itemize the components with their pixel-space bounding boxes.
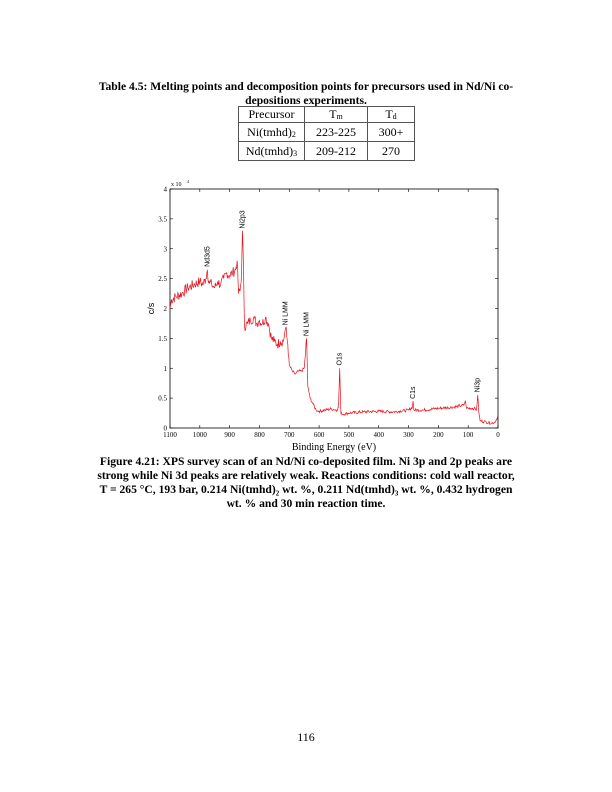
cell-td: 300+	[368, 123, 415, 142]
peak-label: Ni LMM	[303, 312, 311, 337]
y-multiplier: x 10	[171, 182, 182, 188]
cell-tm: 209-212	[305, 142, 368, 161]
table-header-row	[239, 107, 415, 123]
x-tick-label: 700	[284, 431, 295, 439]
y-tick-label: 4	[163, 185, 167, 194]
header-tm: $T_m$	[305, 107, 368, 123]
precursor-table	[238, 106, 415, 161]
spectrum-line	[170, 231, 498, 424]
x-tick-label: 500	[343, 431, 355, 439]
peak-label: Ni2p3	[239, 210, 247, 229]
plot-frame	[170, 189, 498, 428]
y-multiplier-exponent: 4	[187, 179, 189, 184]
peak-label: Ni LMM	[282, 301, 290, 326]
figure-caption: Figure 4.21: XPS survey scan of an Nd/Ni co-deposited film. Ni 3p and 2p peaks are strong while Ni 3d peaks are relatively weak. Reactions conditions: cold wall reactor, T = 265 °C, 193 bar, 0.214 Ni(tmhd)₂ wt. %, 0.211 Nd(tmhd)₃ wt. %, 0.432 hydrogen wt. % and 30 min reaction time.	[97, 455, 515, 510]
x-tick-label: 400	[373, 431, 384, 439]
table-row	[239, 142, 415, 161]
y-tick-label: 0	[163, 424, 167, 433]
y-tick-label: 2	[163, 305, 167, 313]
x-tick-label: 1000	[192, 431, 207, 439]
y-tick-label: 1	[163, 364, 167, 373]
x-tick-label: 800	[254, 431, 265, 439]
cell-tm: 223-225	[305, 123, 368, 142]
header-precursor: Precursor	[239, 107, 305, 123]
peak-label: Nd3d5	[204, 246, 212, 267]
table-row	[239, 123, 415, 142]
cell-precursor: $Nd(tmhd)_3$	[239, 142, 305, 161]
y-tick-label: 2.5	[158, 275, 167, 284]
peak-label: O1s	[336, 352, 344, 366]
y-tick-label: 1.5	[158, 334, 167, 343]
x-tick-label: 1100	[163, 431, 177, 439]
cell-td: 270	[368, 142, 415, 161]
xps-chart	[140, 172, 510, 457]
table-caption: Table 4.5: Melting points and decomposition points for precursors used in Nd/Ni co-depositions experiments.	[98, 80, 514, 107]
x-tick-label: 100	[462, 431, 474, 439]
cell-precursor: $Ni(tmhd)_2$	[239, 123, 305, 142]
x-tick-label: 200	[433, 431, 444, 439]
y-axis-label: c/s	[146, 302, 156, 315]
x-tick-label: 0	[496, 431, 500, 439]
page-number: 116	[297, 730, 315, 744]
peak-label: C1s	[410, 386, 418, 399]
x-axis-label: Binding Energy (eV)	[291, 442, 377, 453]
x-tick-label: 600	[313, 431, 325, 439]
header-td: $T_d$	[368, 107, 415, 123]
x-tick-label: 900	[224, 431, 235, 439]
y-tick-label: 3.5	[158, 215, 167, 224]
y-tick-label: 0.5	[158, 394, 167, 403]
x-tick-label: 300	[403, 431, 414, 439]
peak-label: Ni3p	[474, 377, 482, 393]
y-tick-label: 3	[163, 245, 167, 254]
